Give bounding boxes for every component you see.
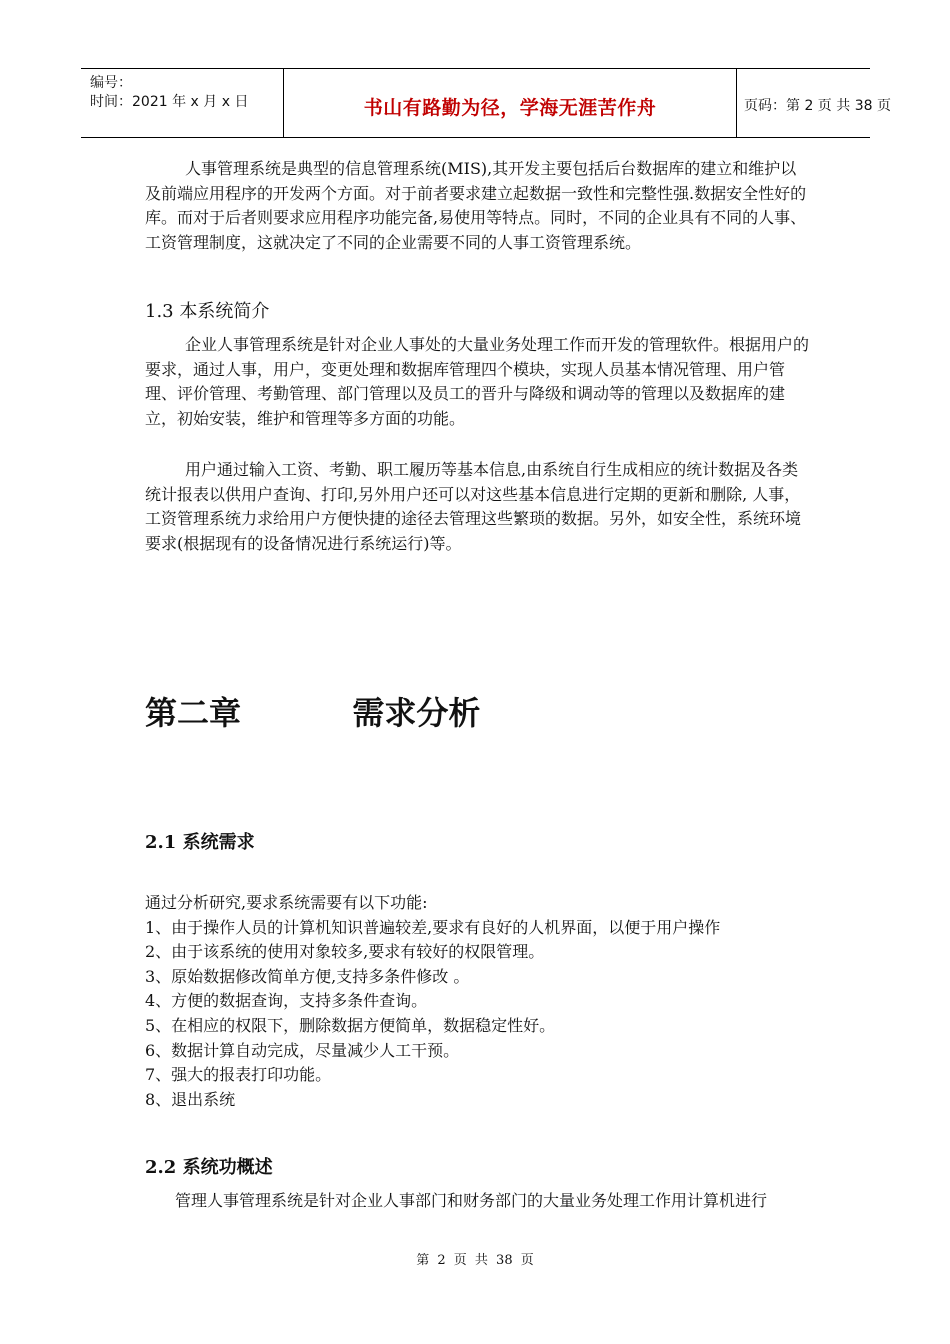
document-date: 时间：2021 年 x 月 x 日 [90, 94, 249, 110]
list-item: 4、方便的数据查询，支持多条件查询。 [145, 991, 428, 1011]
requirements-list [145, 891, 810, 1112]
paragraph-system-intro: 企业人事管理系统是针对企业人事处的大量业务处理工作而开发的管理软件。根据用户的要求，通过人事，用户，变更处理和数据库管理四个模块，实现人员基本情况管理、用户管理、评价管理、考勤管理、部门管理以及员工的晋升与降级和调动等的管理以及数据库的建立，初始安装，维护和管理等多方面的功能。 [145, 335, 810, 428]
list-item: 2、由于该系统的使用对象较多,要求有较好的权限管理。 [145, 942, 545, 962]
header-motto: 书山有路勤为径，学海无涯苦作舟 [363, 97, 657, 119]
page-header [81, 68, 891, 138]
list-item: 3、原始数据修改简单方便,支持多条件修改 。 [145, 966, 470, 986]
paragraph-function-overview: 管理人事管理系统是针对企业人事部门和财务部门的大量业务处理工作用计算机进行 [175, 1191, 768, 1210]
list-item: 5、在相应的权限下，删除数据方便简单，数据稳定性好。 [145, 1015, 556, 1035]
header-page-cell [736, 69, 891, 137]
list-item: 6、数据计算自动完成，尽量减少人工干预。 [145, 1040, 460, 1060]
paragraph-mis-intro: 人事管理系统是典型的信息管理系统(MIS),其开发主要包括后台数据库的建立和维护以及前端应用程序的开发两个方面。对于前者要求建立起数据一致性和完整性强.数据安全性好的库。而对于后者则要求应用程序功能完备,易使用等特点。同时，不同的企业具有不同的人事、工资管理制度，这就决定了不同的企业需要不同的人事工资管理系统。 [145, 159, 807, 252]
list-item: 8、退出系统 [145, 1089, 236, 1109]
header-info-cell [81, 69, 283, 137]
list-item: 7、强大的报表打印功能。 [145, 1065, 332, 1085]
document-number-label: 编号： [90, 75, 132, 91]
list-item: 1、由于操作人员的计算机知识普遍较差,要求有良好的人机界面，以便于用户操作 [145, 917, 721, 937]
chapter-title: 第二章 需求分析 [145, 694, 481, 732]
page-footer: 第 2 页 共 38 页 [416, 1253, 534, 1268]
header-page-info: 页码：第 2 页 共 38 页 [744, 98, 891, 114]
requirements-intro: 通过分析研究,要求系统需要有以下功能: [145, 893, 428, 912]
header-motto-cell [283, 69, 737, 137]
section-heading-1-3: 1.3 本系统简介 [145, 301, 270, 322]
paragraph-user-input: 用户通过输入工资、考勤、职工履历等基本信息,由系统自行生成相应的统计数据及各类统计报表以供用户查询、打印,另外用户还可以对这些基本信息进行定期的更新和删除, 人事，工资管理系统力求给用户方便快捷的途径去管理这些繁琐的数据。另外，如安全性，系统环境要求(根据现有的设备情况进行系统运行)等。 [145, 460, 802, 553]
section-heading-2-1: 2.1 系统需求 [145, 832, 255, 853]
section-heading-2-2: 2.2 系统功概述 [145, 1157, 273, 1178]
